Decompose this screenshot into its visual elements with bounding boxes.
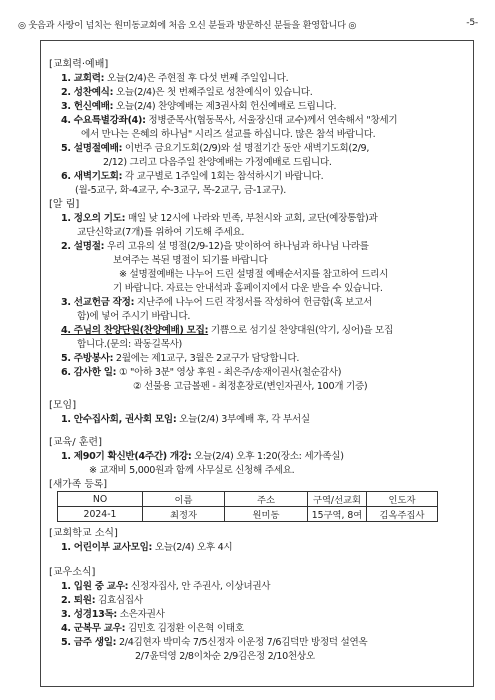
notice-item-2: 2. 설명절: 우리 고유의 설 명절(2/9-12)을 맞이하여 하나님과 하나님 나라를 xyxy=(61,241,369,252)
notice-item-2-note-cont: 기 바랍니다. 자료는 안내석과 홈페이지에서 다운 받을 수 있습니다. xyxy=(113,283,383,294)
page-header xyxy=(18,17,480,31)
table-cell: 최정자 xyxy=(143,507,225,522)
notice-item-6: 6. 감사한 일: ① "아하 3분" 영상 후원 - 최은주/송재이권사(철순감사) xyxy=(61,367,342,378)
notice-item-6-cont: ② 선물용 고급볼펜 - 최정훈장로(변인자권사, 100개 기증) xyxy=(133,381,368,392)
table-row xyxy=(58,507,438,522)
section-title-education: [교육/ 훈련] xyxy=(49,437,102,448)
welcome-banner: ◎ 웃음과 사랑이 넘치는 원미동교회에 처음 오신 분들과 방문하신 분들을 환영합니다 ◎ xyxy=(18,20,357,31)
notice-item-1: 1. 정오의 기도: 매일 낮 12시에 나라와 민족, 부천시와 교회, 교단(예장통합)과 xyxy=(61,213,378,224)
column-header-address: 주소 xyxy=(225,492,308,507)
member-item-3: 3. 성경13독: 소은자권사 xyxy=(61,609,165,620)
notices-section xyxy=(49,198,393,394)
section-title-members: [교우소식] xyxy=(49,567,96,578)
calendar-item-2: 2. 성찬예식: 오늘(2/4)은 첫 번째주일로 성찬예식이 있습니다. xyxy=(61,87,313,98)
meeting-section xyxy=(49,399,310,427)
members-section xyxy=(49,566,367,664)
notice-item-2-note: ※ 설명절예배는 나누어 드린 설명절 예배순서지를 참고하여 드리시 xyxy=(119,269,389,280)
column-header-guide: 인도자 xyxy=(367,492,438,507)
member-item-5: 5. 금주 생일: 2/4김현자 박미숙 7/5신정자 이운정 7/6김덕만 방정덕 설연옥 xyxy=(61,637,368,648)
calendar-item-5: 5. 설명절예배: 이번주 금요기도회(2/9)와 설 명절기간 동안 새벽기도회(2/9, xyxy=(61,143,370,154)
member-item-1: 1. 입원 중 교우: 신정자집사, 안 주권사, 이상녀권사 xyxy=(61,581,271,592)
section-title-school: [교회학교 소식] xyxy=(49,528,118,539)
calendar-item-5-cont: 2/12) 그리고 다음주일 찬양예배는 가정예배로 드립니다. xyxy=(103,157,332,168)
member-item-2: 2. 퇴원: 김효심집사 xyxy=(61,595,143,606)
notice-item-5: 5. 주방봉사: 2월에는 제1교구, 3월은 2교구가 담당합니다. xyxy=(61,353,300,364)
section-title-calendar: [교회력·예배] xyxy=(49,59,109,70)
calendar-item-4-cont: 에서 만나는 은혜의 하나님" 시리즈 설교를 하십니다. 많은 참석 바랍니다. xyxy=(81,129,376,140)
column-header-no: NO xyxy=(58,492,143,507)
calendar-item-3: 3. 헌신예배: 오늘(2/4) 찬양예배는 제3권사회 헌신예배로 드립니다. xyxy=(61,101,337,112)
column-header-name: 이름 xyxy=(143,492,225,507)
calendar-item-6: 6. 새벽기도회: 각 교구별로 1주일에 1회는 참석하시기 바랍니다. xyxy=(61,171,324,182)
table-cell: 김옥주집사 xyxy=(367,507,438,522)
new-family-table xyxy=(57,491,438,522)
school-section xyxy=(49,527,232,555)
education-section xyxy=(49,436,344,478)
notice-item-2-cont: 보여주는 복된 명절이 되기를 바랍니다 xyxy=(113,255,268,266)
page-number: -5- xyxy=(466,17,478,28)
table-cell: 15구역, 8여 xyxy=(308,507,367,522)
section-title-meeting: [모임] xyxy=(49,400,77,411)
table-header-row xyxy=(58,492,438,507)
school-item-1: 1. 어린이부 교사모임: 오늘(2/4) 오후 4시 xyxy=(61,542,233,553)
education-note: ※ 교재비 5,000원과 함께 사무실로 신청해 주세요. xyxy=(89,465,295,476)
notice-item-4-cont: 합니다.(문의: 곽동길목사) xyxy=(77,339,182,350)
member-item-4: 4. 군복무 교우: 김민호 김정환 이은혁 이태호 xyxy=(61,623,244,634)
section-title-notices: [알 림] xyxy=(49,199,80,210)
column-header-district: 구역/선교회 xyxy=(308,492,367,507)
section-title-new-family: [새가족 등록] xyxy=(49,479,108,490)
notice-item-3: 3. 선교헌금 작정: 지난주에 나누어 드린 작정서를 작성하여 헌금함(혹 보고서 xyxy=(61,297,373,308)
notice-item-1-cont: 교단신학교(7개)를 위하여 기도해 주세요. xyxy=(77,227,245,238)
education-item-1: 1. 제90기 확신반(4주간) 개강: 오늘(2/4) 오후 1:20(장소: 세가족실) xyxy=(61,451,344,462)
member-item-5-cont: 2/7윤덕영 2/8이차순 2/9김은정 2/10천상오 xyxy=(135,651,315,662)
calendar-item-1: 1. 교회력: 오늘(2/4)은 주현절 후 다섯 번째 주일입니다. xyxy=(61,73,289,84)
notice-item-4: 4. 주님의 찬양단원(찬양예배) 모집: 기쁨으로 섬기실 찬양대원(악기, 싱어)을 모집 xyxy=(61,325,393,336)
table-cell: 원미동 xyxy=(225,507,308,522)
meeting-item-1: 1. 안수집사회, 권사회 모임: 오늘(2/4) 3부예배 후, 각 부서실 xyxy=(61,414,310,425)
table-cell: 2024-1 xyxy=(58,507,143,522)
notice-item-3-cont: 함)에 넣어 주시기 바랍니다. xyxy=(77,311,191,322)
calendar-item-4: 4. 수요특별강좌(4): 정병준목사(협동목사, 서울장신대 교수)께서 연속해서 "창세기 xyxy=(61,115,398,126)
church-calendar-section xyxy=(49,58,397,198)
calendar-item-6-cont: (월-5교구, 화-4교구, 수-3교구, 목-2교구, 금-1교구). xyxy=(75,185,286,196)
